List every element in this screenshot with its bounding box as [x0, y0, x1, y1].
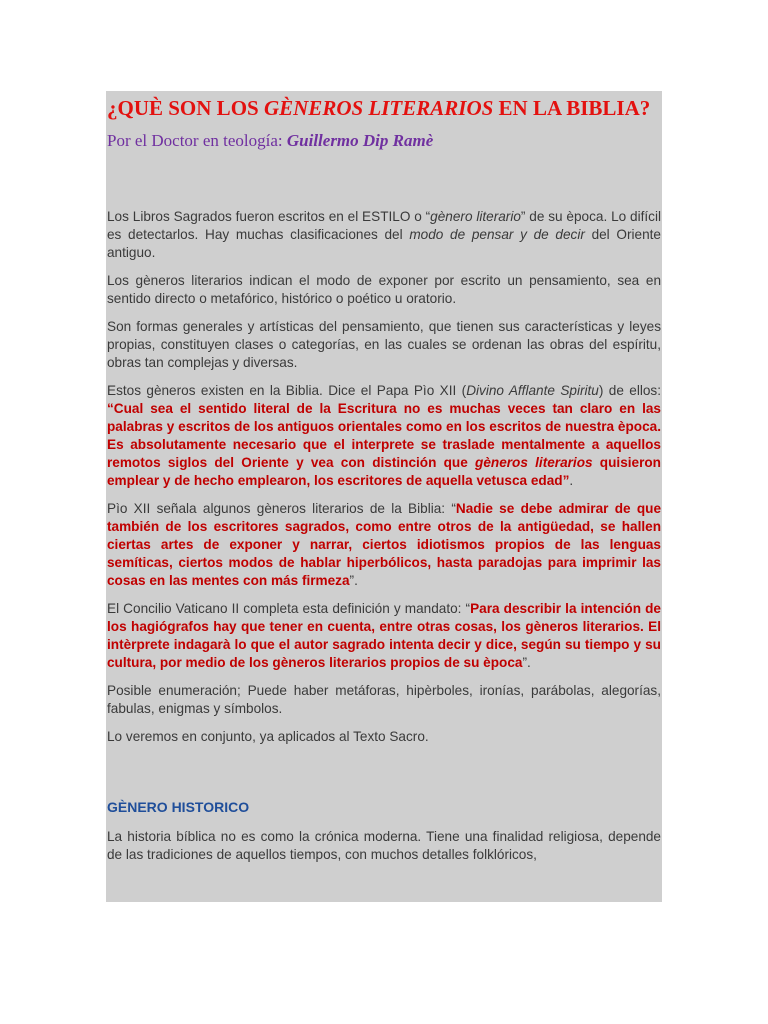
p1-text-c: ” de su època. Lo difícil es detectarlos. Hay muchas clasificaciones del: [107, 209, 661, 242]
p4-quote-italic: gèneros literarios: [475, 455, 593, 470]
paragraph-2: Los gèneros literarios indican el modo de exponer por escrito un pensamiento, sea en sentido directo o metafórico, histórico o poético u oratorio.: [107, 273, 661, 306]
title-italic: GÈNEROS LITERARIOS: [263, 96, 494, 120]
paragraph-6: [107, 600, 661, 672]
p6-text-a: El Concilio Vaticano II completa esta definición y mandato: “: [107, 601, 471, 616]
p1-italic-d: modo de pensar y de decir: [409, 227, 585, 242]
p4-italic-b: Divino Afflante Spiritu: [466, 383, 599, 398]
paragraph-1: [107, 208, 661, 262]
paragraph-5: [107, 500, 661, 590]
p5-quote: Nadie se debe admirar de que también de los escritores sagrados, como entre otros de la antigüedad, se hallen ciertas artes de exponer y narrar, ciertos idiotismos propios de las lenguas semíticas, ciertos modos de hablar hiperbólicos, hasta paradojas para imprimir las cosas en las mentes con más firmeza: [107, 501, 662, 588]
document-body: [107, 208, 661, 874]
p5-text-a: Pìo XII señala algunos gèneros literarios de la Biblia: “: [107, 501, 456, 516]
paragraph-7: Posible enumeración; Puede haber metáforas, hipèrboles, ironías, parábolas, alegorías, fabulas, enigmas y símbolos.: [107, 683, 661, 716]
document-subtitle: [107, 130, 433, 152]
paragraph-3: Son formas generales y artísticas del pensamiento, que tienen sus características y leyes propias, constituyen clases o categorías, en las cuales se ordenan las obras del espíritu, obras tan complejas y diversas.: [107, 319, 661, 370]
p6-end: ”.: [522, 655, 531, 670]
p5-end: ”.: [349, 573, 358, 588]
subtitle-author: Guillermo Dip Ramè: [286, 131, 434, 150]
p1-text-e: del Oriente antiguo.: [107, 227, 661, 260]
section-heading: GÈNERO HISTORICO: [107, 799, 250, 815]
p4-text-c: ) de ellos:: [598, 383, 662, 398]
p4-quote: [107, 401, 661, 488]
document-sheet: [106, 91, 662, 902]
p4-end: .: [569, 473, 574, 488]
title-part-1: ¿QUÈ SON LOS: [107, 96, 264, 120]
p4-quote-2: quisieron emplear y de hecho emplearon, los escritores de aquella vetusca edad”: [107, 455, 661, 488]
p4-quote-1: “Cual sea el sentido literal de la Escritura no es muchas veces tan claro en las palabras y escritos de los antiguos orientales como en los escritos de nuestra època. Es absolutamente necesario que el interprete se traslade mentalmente a aquellos remotos siglos del Oriente y vea con distinción que: [107, 401, 661, 470]
paragraph-4: [107, 382, 661, 490]
p4-text-a: Estos gèneros existen en la Biblia. Dice el Papa Pìo XII (: [107, 383, 467, 398]
subtitle-prefix: Por el Doctor en teología:: [107, 131, 287, 150]
document-title: [107, 95, 661, 121]
title-part-2: EN LA BIBLIA?: [493, 96, 651, 120]
p6-quote: Para describir la intención de los hagiógrafos hay que tener en cuenta, entre otras cosas, los gèneros literarios. El intèrprete indagarà lo que el autor sagrado intenta decir y dice, según su tiempo y su cultura, por medio de los gèneros literarios propios de su època: [107, 601, 661, 670]
p1-italic-b: gènero literario: [430, 209, 521, 224]
paragraph-8: Lo veremos en conjunto, ya aplicados al Texto Sacro.: [107, 729, 429, 744]
p1-text-a: Los Libros Sagrados fueron escritos en el ESTILO o “: [107, 209, 431, 224]
paragraph-9: La historia bíblica no es como la crónica moderna. Tiene una finalidad religiosa, depende de las tradiciones de aquellos tiempos, con muchos detalles folklóricos,: [107, 829, 661, 862]
